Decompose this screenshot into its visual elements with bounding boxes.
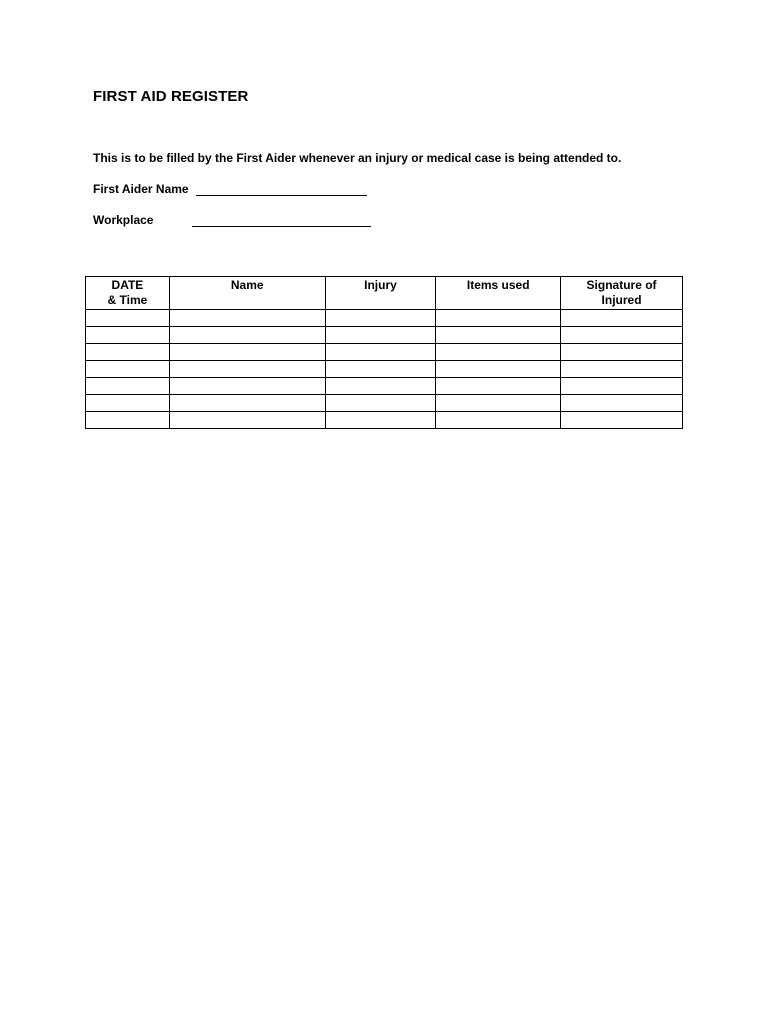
items-used-cell[interactable] <box>436 395 561 412</box>
signature-cell[interactable] <box>561 412 683 429</box>
injury-cell[interactable] <box>325 395 436 412</box>
signature-cell[interactable] <box>561 378 683 395</box>
header-name: Name <box>169 277 325 310</box>
workplace-label: Workplace <box>93 213 154 227</box>
table-row <box>86 310 683 327</box>
first-aider-name-blank[interactable] <box>196 195 367 196</box>
injury-cell[interactable] <box>325 412 436 429</box>
date-time-cell[interactable] <box>86 361 170 378</box>
items-used-cell[interactable] <box>436 327 561 344</box>
date-time-cell[interactable] <box>86 310 170 327</box>
table-row <box>86 395 683 412</box>
table-row <box>86 344 683 361</box>
table-body <box>86 310 683 429</box>
name-cell[interactable] <box>169 395 325 412</box>
table-row <box>86 361 683 378</box>
page-title: FIRST AID REGISTER <box>93 88 249 105</box>
items-used-cell[interactable] <box>436 344 561 361</box>
date-time-cell[interactable] <box>86 344 170 361</box>
header-injury: Injury <box>325 277 436 310</box>
table-row <box>86 378 683 395</box>
items-used-cell[interactable] <box>436 378 561 395</box>
name-cell[interactable] <box>169 412 325 429</box>
items-used-cell[interactable] <box>436 361 561 378</box>
injury-cell[interactable] <box>325 361 436 378</box>
workplace-field <box>93 213 153 227</box>
table-row <box>86 327 683 344</box>
name-cell[interactable] <box>169 378 325 395</box>
date-time-cell[interactable] <box>86 395 170 412</box>
injury-cell[interactable] <box>325 310 436 327</box>
table-header-row <box>86 277 683 310</box>
header-signature: Signature of Injured <box>561 277 683 310</box>
date-time-cell[interactable] <box>86 327 170 344</box>
signature-cell[interactable] <box>561 310 683 327</box>
name-cell[interactable] <box>169 344 325 361</box>
items-used-cell[interactable] <box>436 310 561 327</box>
name-cell[interactable] <box>169 310 325 327</box>
header-items-used: Items used <box>436 277 561 310</box>
first-aider-name-field <box>93 182 189 196</box>
signature-cell[interactable] <box>561 327 683 344</box>
name-cell[interactable] <box>169 361 325 378</box>
date-time-cell[interactable] <box>86 412 170 429</box>
workplace-blank[interactable] <box>192 226 371 227</box>
first-aider-name-label: First Aider Name <box>93 182 189 196</box>
injury-cell[interactable] <box>325 344 436 361</box>
signature-cell[interactable] <box>561 361 683 378</box>
intro-text: This is to be filled by the First Aider whenever an injury or medical case is being attended to. <box>93 151 622 165</box>
items-used-cell[interactable] <box>436 412 561 429</box>
register-table <box>85 276 683 429</box>
signature-cell[interactable] <box>561 395 683 412</box>
date-time-cell[interactable] <box>86 378 170 395</box>
signature-cell[interactable] <box>561 344 683 361</box>
header-date-time: DATE & Time <box>86 277 170 310</box>
injury-cell[interactable] <box>325 327 436 344</box>
name-cell[interactable] <box>169 327 325 344</box>
table-row <box>86 412 683 429</box>
injury-cell[interactable] <box>325 378 436 395</box>
